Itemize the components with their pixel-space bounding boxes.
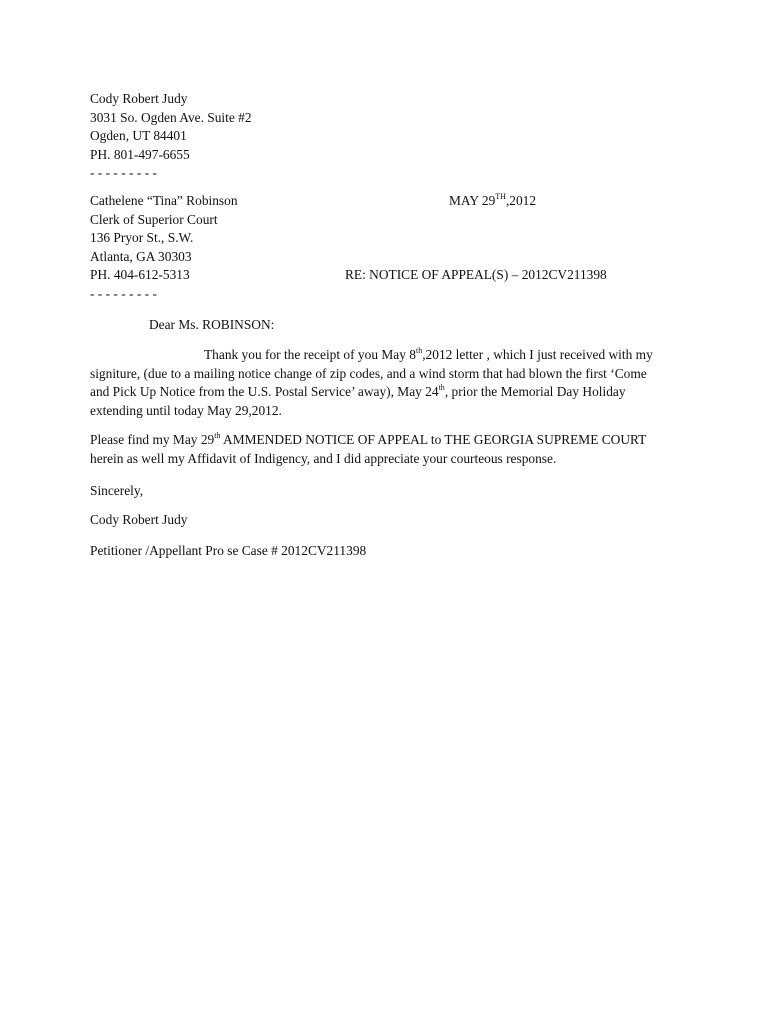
recipient-title: Clerk of Superior Court [90, 211, 218, 227]
sender-block [90, 90, 252, 183]
ordinal-superscript: th [214, 431, 221, 440]
ordinal-superscript: th [415, 346, 423, 355]
paragraph-2-line-1-text: Please find my May 29 [90, 432, 215, 447]
paragraph-1 [90, 346, 680, 420]
paragraph-2-line-1-rest: AMMENDED NOTICE OF APPEAL to THE GEORGIA SUPREME COURT [220, 432, 647, 447]
recipient-phone: PH. 404-612-5313 [90, 267, 190, 282]
paragraph-2 [90, 431, 680, 468]
recipient-address-line-1: 136 Pryor St., S.W. [90, 230, 194, 245]
recipient-name: Cathelene “Tina” Robinson [90, 193, 238, 208]
ordinal-superscript: th [438, 383, 445, 392]
paragraph-1-line-1-text: Thank you for the receipt of you May 8 [204, 347, 416, 362]
sender-phone: PH. 801-497-6655 [90, 146, 190, 162]
paragraph-1-line-1 [90, 346, 680, 365]
paragraph-1-line-4: extending until today May 29,2012. [90, 402, 282, 418]
paragraph-1-line-1-rest: ,2012 letter , which I just received with my [422, 347, 653, 362]
paragraph-1-line-2: signiture, (due to a mailing notice change of zip codes, and a wind storm that had blown the first ‘Come [90, 365, 647, 381]
letter-date [449, 192, 536, 211]
signer-role: Petitioner /Appellant Pro se Case # 2012CV211398 [90, 543, 367, 558]
date-suffix: ,2012 [505, 193, 537, 208]
recipient-block [90, 192, 238, 303]
closing: Sincerely, [90, 483, 144, 498]
recipient-address-line-2: Atlanta, GA 30303 [90, 248, 192, 264]
salutation: Dear Ms. ROBINSON: [149, 317, 275, 332]
paragraph-2-line-2: herein as well my Affidavit of Indigency, and I did appreciate your courteous response. [90, 450, 557, 466]
sender-name: Cody Robert Judy [90, 91, 188, 106]
paragraph-1-line-3-text: and Pick Up Notice from the U.S. Postal Service’ away), May 24 [90, 384, 439, 399]
signer-name: Cody Robert Judy [90, 512, 188, 527]
sender-address-line-2: Ogden, UT 84401 [90, 128, 187, 143]
sender-divider: - - - - - - - - - [90, 165, 157, 180]
re-line: RE: NOTICE OF APPEAL(S) – 2012CV211398 [345, 267, 607, 282]
paragraph-1-line-3 [90, 383, 680, 402]
date-prefix: MAY 29 [449, 193, 496, 208]
sender-address-line-1: 3031 So. Ogden Ave. Suite #2 [90, 109, 252, 125]
paragraph-1-line-3-rest: , prior the Memorial Day Holiday [444, 384, 626, 399]
paragraph-2-line-1 [90, 431, 680, 450]
recipient-divider: - - - - - - - - - [90, 285, 157, 301]
date-superscript: TH [495, 192, 506, 201]
